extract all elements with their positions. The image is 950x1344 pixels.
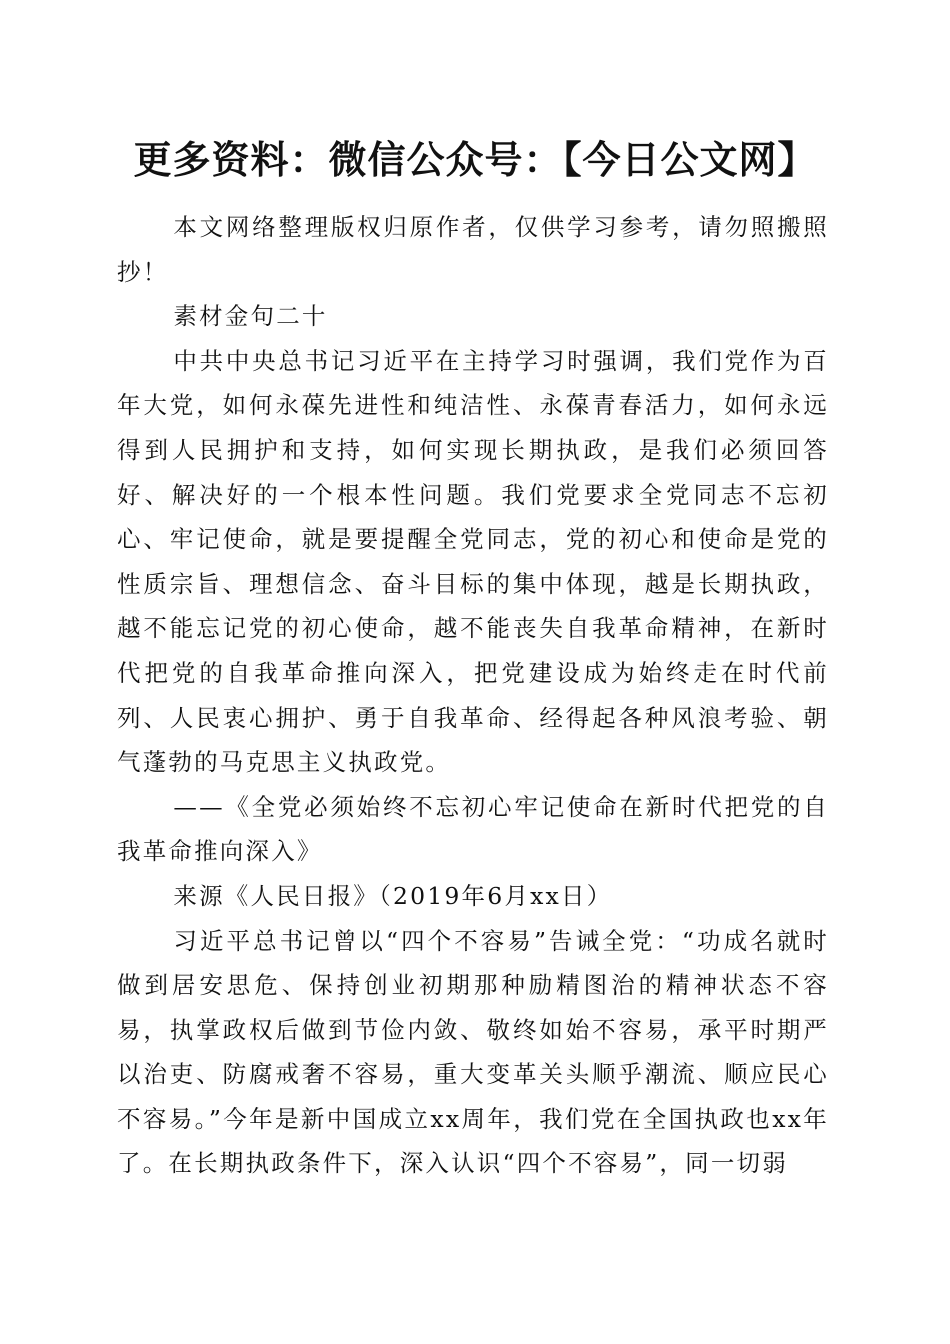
citation: ——《全党必须始终不忘初心牢记使命在新时代把党的自我革命推向深入》 bbox=[117, 792, 829, 866]
copyright-notice: 本文网络整理版权归原作者，仅供学习参考，请勿照搬照抄！ bbox=[117, 213, 829, 286]
paragraph-1: 中共中央总书记习近平在主持学习时强调，我们党作为百年大党，如何永葆先进性和纯洁性、永葆青春活力，如何永远得到人民拥护和支持，如何实现长期执政，是我们必须回答好、解决好的一个根本性问题。我们党要求全党同志不忘初心、牢记使命，就是要提醒全党同志，党的初心和使命是党的性质宗旨、理想信念、奋斗目标的集中体现，越是长期执政，越不能忘记党的初心使命，越不能丧失自我革命精神，在新时代把党的自我革命推向深入，把党建设成为始终走在时代前列、人民衷心拥护、勇于自我革命、经得起各种风浪考验、朝气蓬勃的马克思主义执政党。 bbox=[117, 346, 829, 777]
source-line: 来源《人民日报》（2019年6月xx日） bbox=[173, 881, 613, 910]
paragraph-2: 习近平总书记曾以“四个不容易”告诫全党：“功成名就时做到居安思危、保持创业初期那种励精图治的精神状态不容易，执掌政权后做到节俭内敛、敬终如始不容易，承平时期严以治吏、防腐戒奢不容易，重大变革关头顺乎潮流、顺应民心不容易。”今年是新中国成立xx周年，我们党在全国执政也xx年了。在长期执政条件下，深入认识“四个不容易”，同一切弱 bbox=[117, 926, 829, 1178]
section-heading: 素材金句二十 bbox=[173, 302, 328, 331]
document-body bbox=[117, 205, 829, 1186]
page-title: 更多资料：微信公众号：【今日公文网】 bbox=[133, 138, 817, 182]
